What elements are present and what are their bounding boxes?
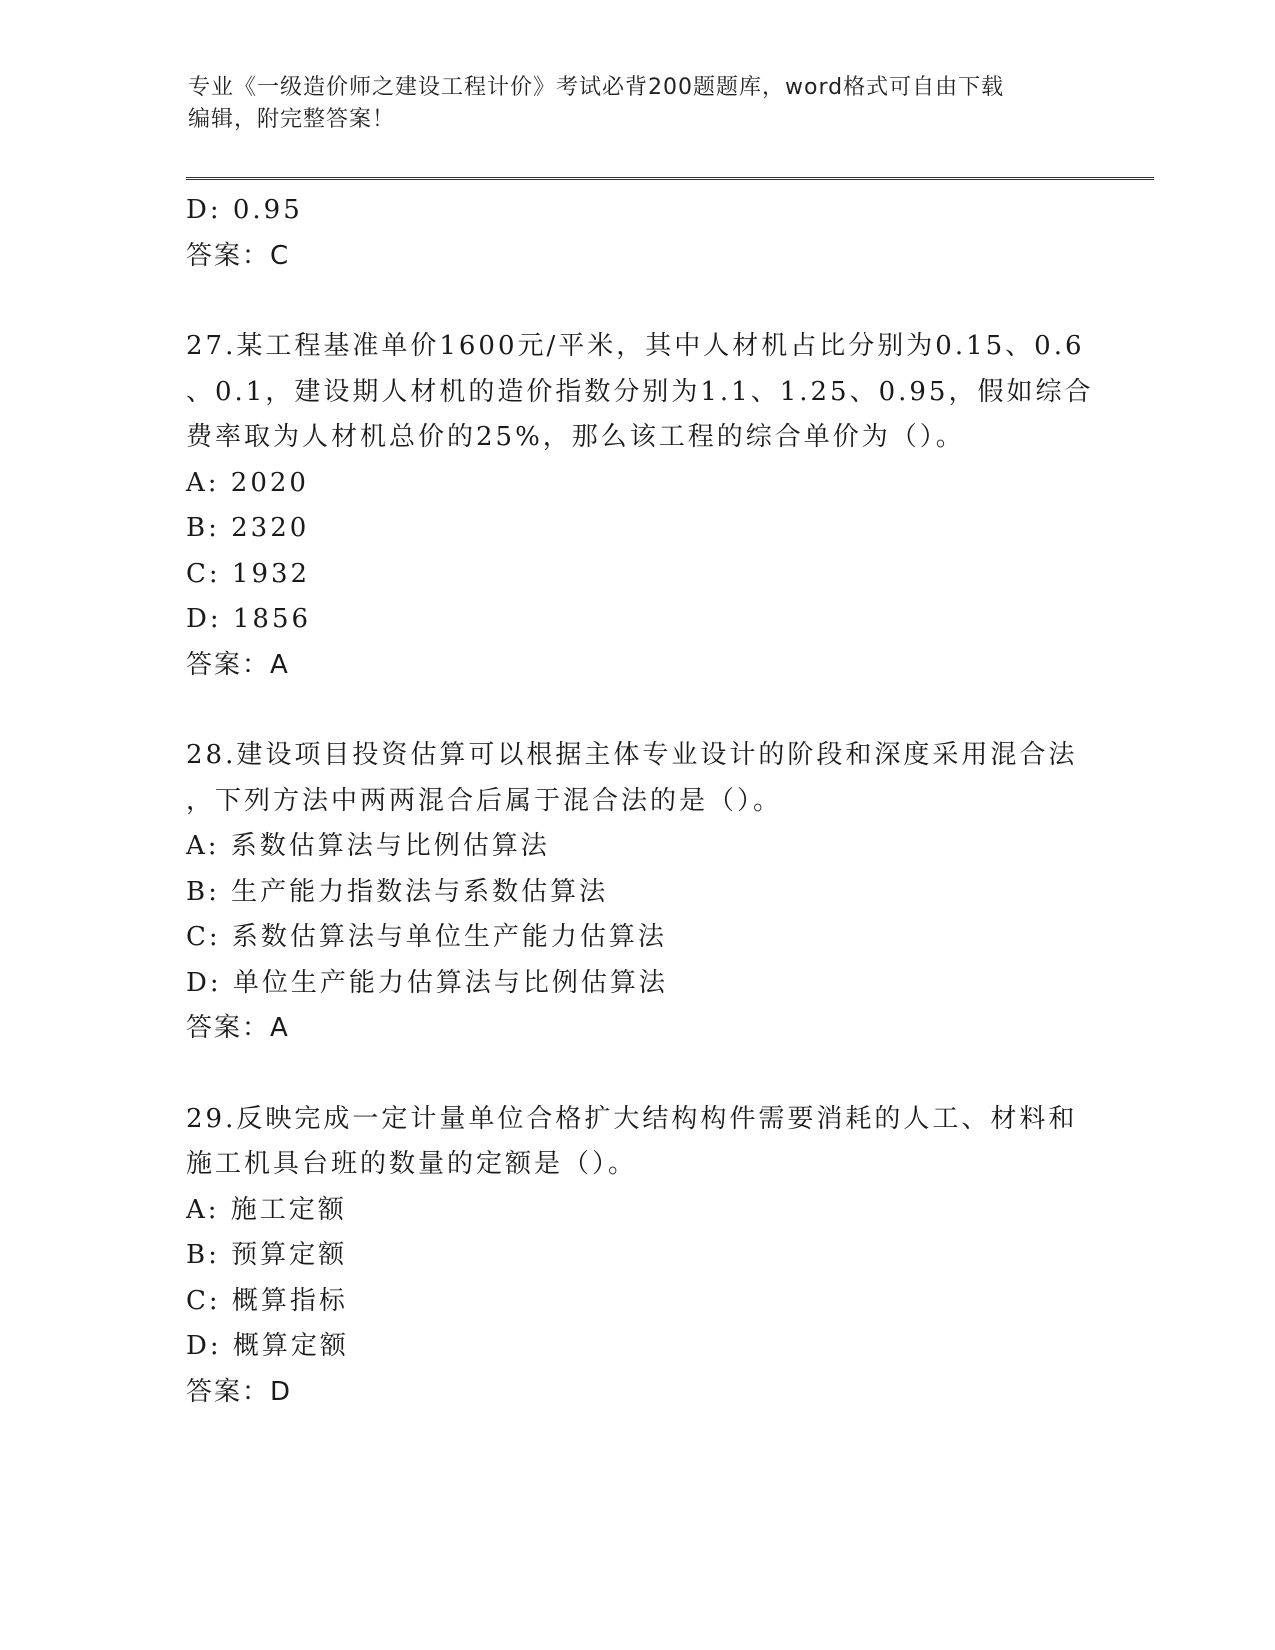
option-c: C: 概算指标 (186, 1285, 348, 1316)
answer: 答案：A (186, 649, 290, 680)
question-28 (186, 733, 1086, 1052)
spacer (186, 1052, 1086, 1097)
option-b: B: 生产能力指数法与系数估算法 (186, 876, 609, 907)
question-text: 、0.1，建设期人材机的造价指数分别为1.1、1.25、0.95，假如综合 (186, 376, 1094, 407)
previous-question-tail (186, 188, 1086, 279)
option-b: B: 2320 (186, 513, 310, 543)
option-a: A: 系数估算法与比例估算法 (186, 831, 550, 861)
answer: 答案：D (186, 1376, 293, 1407)
option-d: D: 概算定额 (186, 1331, 349, 1361)
spacer (186, 688, 1086, 733)
header-line-2: 编辑，附完整答案！ (188, 107, 396, 132)
option-d: D: 1856 (186, 604, 312, 634)
question-29 (186, 1097, 1086, 1416)
spacer (186, 279, 1086, 324)
question-text: ，下列方法中两两混合后属于混合法的是（）。 (186, 785, 783, 816)
question-27 (186, 324, 1094, 688)
option-c: C: 1932 (186, 558, 311, 589)
question-text: 29.反映完成一定计量单位合格扩大结构构件需要消耗的人工、材料和 (186, 1103, 1078, 1134)
page-header (188, 72, 1068, 136)
header-divider (186, 177, 1154, 181)
answer: 答案：C (186, 240, 291, 271)
option-d: D: 0.95 (186, 195, 303, 225)
question-content (186, 188, 1094, 1415)
question-text: 费率取为人材机总价的25%，那么该工程的综合单价为（）。 (186, 422, 965, 452)
option-b: B: 预算定额 (186, 1240, 348, 1270)
option-c: C: 系数估算法与单位生产能力估算法 (186, 922, 667, 952)
option-a: A: 施工定额 (186, 1194, 347, 1225)
option-d: D: 单位生产能力估算法与比例估算法 (186, 967, 668, 998)
question-text: 27.某工程基准单价1600元/平米，其中人材机占比分别为0.15、0.6 (186, 331, 1085, 361)
question-text: 施工机具台班的数量的定额是（）。 (186, 1149, 638, 1179)
option-a: A: 2020 (186, 467, 309, 498)
question-text: 28.建设项目投资估算可以根据主体专业设计的阶段和深度采用混合法 (186, 740, 1078, 770)
answer: 答案：A (186, 1013, 290, 1043)
header-line-1: 专业《一级造价师之建设工程计价》考试必背200题题库，word格式可自由下载 (188, 75, 1005, 100)
